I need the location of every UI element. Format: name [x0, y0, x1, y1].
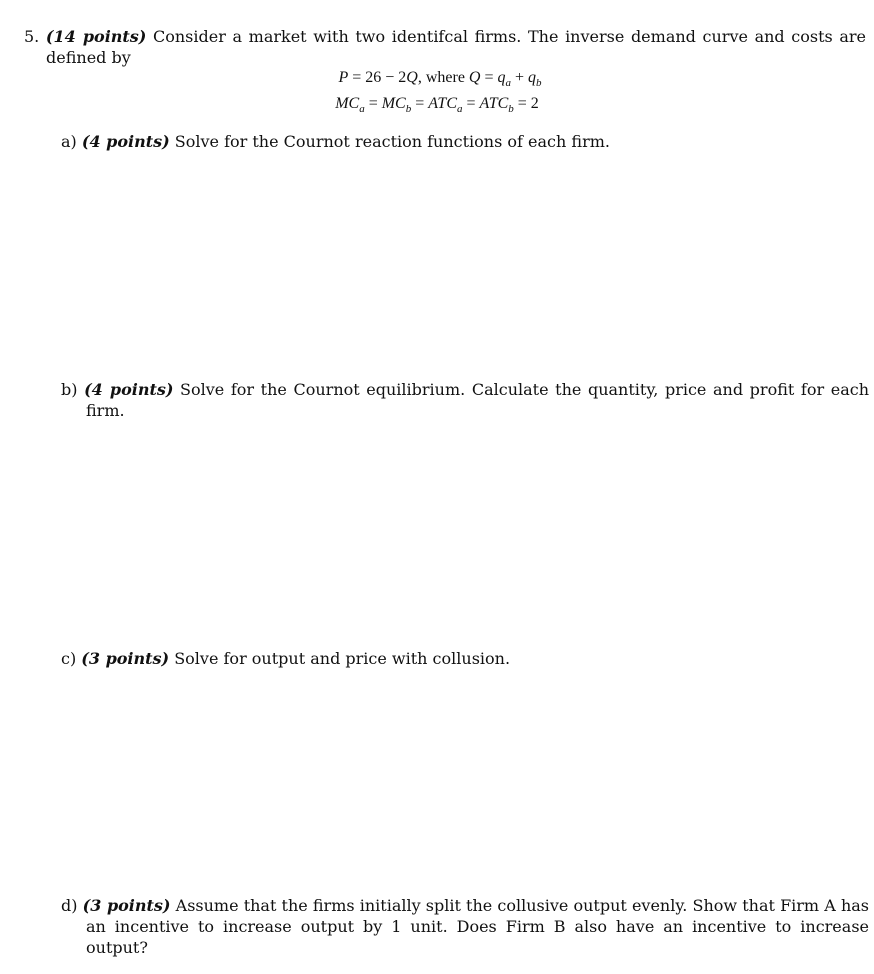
part-d-text: Assume that the firms initially split the collusive output evenly. Show that Firm A has an incentive to increase output by 1 unit. Does Firm B also have an incentive to increase output? — [86, 896, 869, 957]
question-text: Consider a market with two identifcal firms. The inverse demand curve and costs are defined by — [46, 27, 866, 67]
part-d-label: d) — [61, 896, 78, 915]
eq-atcb-sub: b — [508, 103, 514, 116]
part-d-points: (3 points) — [82, 896, 171, 915]
part-b-points: (4 points) — [84, 380, 174, 399]
part-c-text: Solve for output and price with collusion. — [174, 649, 511, 668]
part-b-text: Solve for the Cournot equilibrium. Calculate the quantity, price and profit for each firm. — [86, 380, 869, 420]
part-b-label: b) — [61, 380, 78, 399]
eq-qb: q — [528, 69, 537, 86]
eq-eq3: = — [466, 95, 476, 112]
eq-atcb: ATC — [479, 95, 509, 112]
eq-q: Q — [406, 69, 418, 86]
eq-mca: MC — [335, 95, 360, 112]
eq-plus: + — [515, 69, 525, 86]
eq-rhs: = 26 − 2 — [352, 69, 407, 86]
part-c-points: (3 points) — [81, 649, 170, 668]
question-points: (14 points) — [45, 27, 147, 46]
eq-mca-sub: a — [359, 103, 365, 116]
part-a-label: a) — [61, 132, 77, 151]
part-d — [61, 895, 869, 958]
eq-eq4: = 2 — [517, 95, 539, 112]
eq-equals: = — [484, 69, 494, 86]
eq-mcb-sub: b — [405, 103, 412, 116]
eq-atca-sub: a — [457, 103, 463, 116]
eq-atca: ATC — [428, 95, 457, 112]
cost-equation — [0, 93, 874, 120]
eq-mcb: MC — [381, 95, 406, 112]
eq-qa: q — [497, 69, 506, 86]
demand-equation — [0, 67, 874, 94]
eq-eq2: = — [415, 95, 425, 112]
eq-eq1: = — [368, 95, 378, 112]
part-b — [61, 379, 869, 421]
question-number: 5. — [24, 27, 40, 46]
eq-p: P — [338, 69, 349, 86]
part-c-label: c) — [61, 649, 77, 668]
question-intro — [24, 26, 866, 68]
eq-comma: , — [417, 69, 422, 86]
eq-where: where — [425, 69, 465, 86]
eq-qb-sub: b — [536, 77, 542, 90]
part-a — [61, 131, 869, 152]
part-c — [61, 648, 869, 669]
eq-qa-sub: a — [505, 77, 512, 90]
eq-q2: Q — [468, 69, 481, 86]
part-a-points: (4 points) — [81, 132, 170, 151]
part-a-text: Solve for the Cournot reaction functions of each firm. — [174, 132, 610, 151]
